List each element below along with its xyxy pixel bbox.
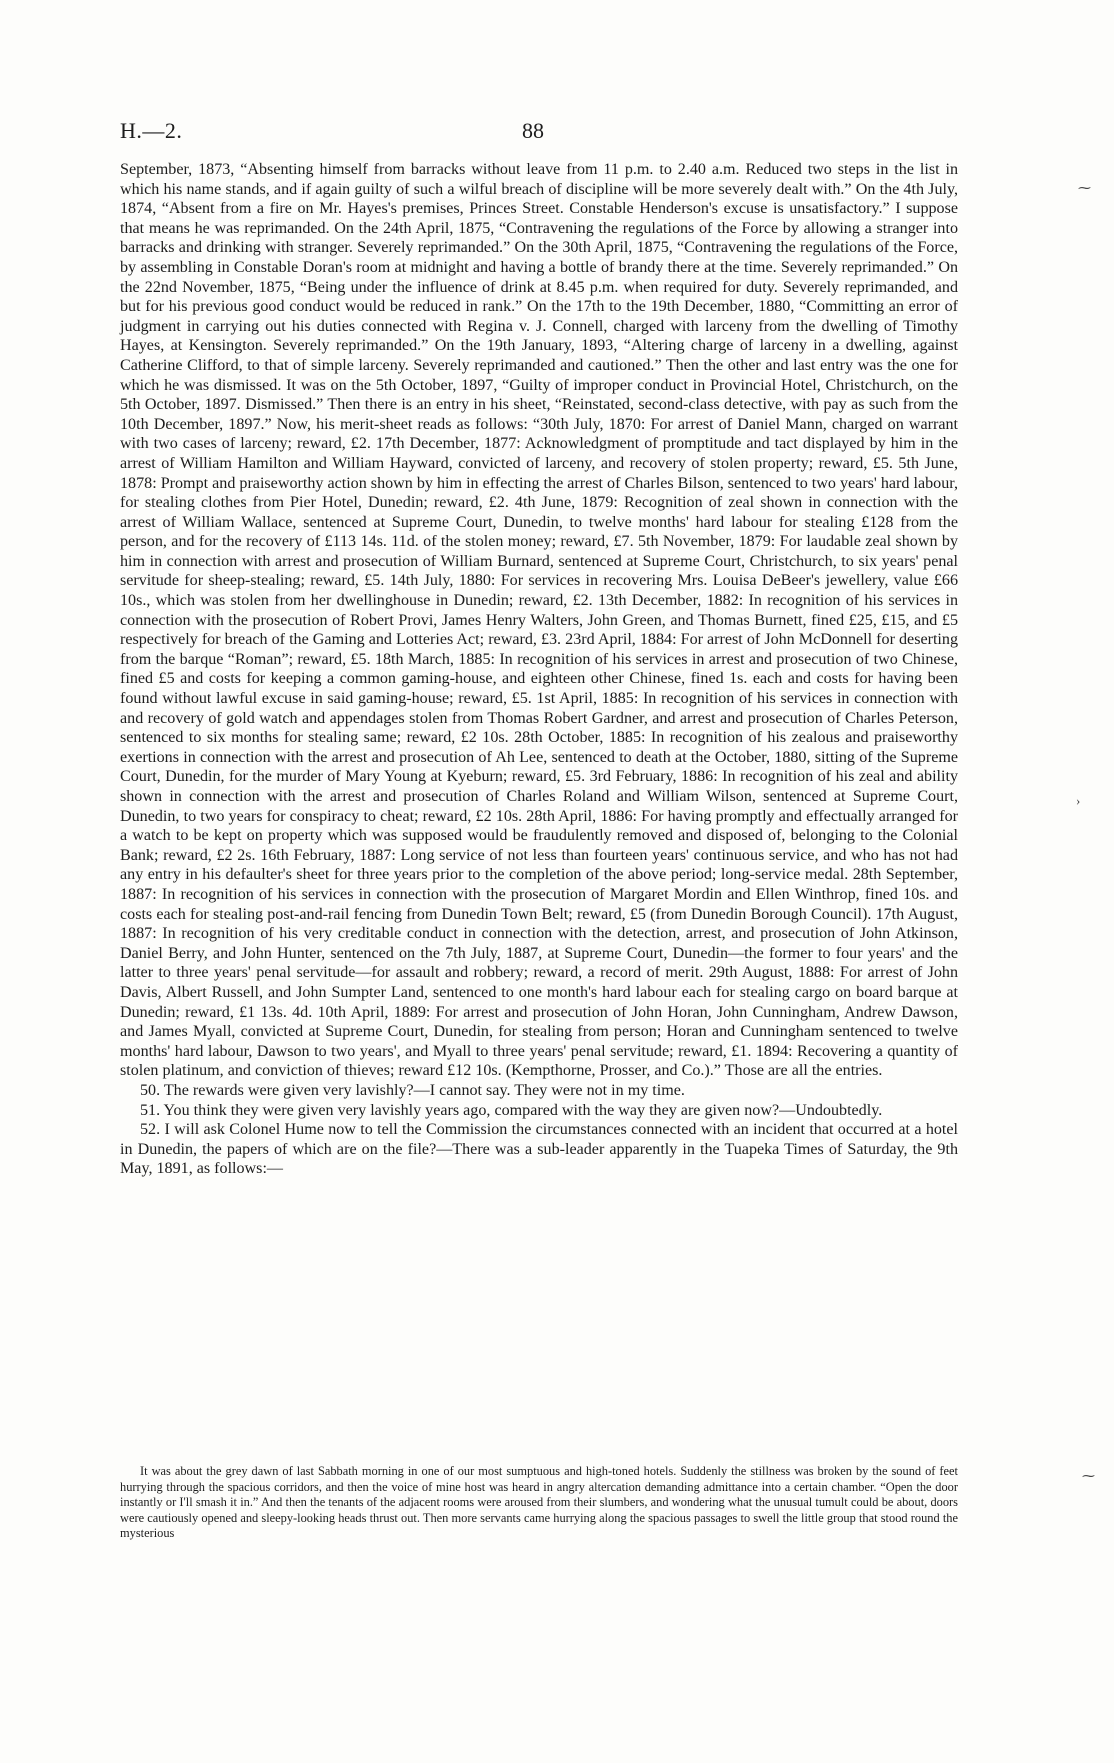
- page-header: [120, 118, 1000, 148]
- testimony-continuation: September, 1873, “Absenting himself from barracks without leave from 11 p.m. to 2.40 a.m. Reduced two steps in the list in which his name stands, and if again guilty of such a wilful breach of discipline will be more severely dealt with.” On the 4th July, 1874, “Absent from a fire on Mr. Hayes's premises, Princes Street. Constable Henderson's excuse is unsatisfactory.” I suppose that means he was reprimanded. On the 24th April, 1875, “Contravening the regulations of the Force by allowing a stranger into barracks and drinking with stranger. Severely reprimanded.” On the 30th April, 1875, “Contravening the regulations of the Force, by assembling in Constable Doran's room at midnight and having a bottle of brandy there at the time. Severely reprimanded.” On the 22nd November, 1875, “Being under the influence of drink at 8.45 p.m. when required for duty. Severely reprimanded, and but for his previous good conduct would be reduced in rank.” On the 17th to the 19th December, 1880, “Committing an error of judgment in carrying out his duties connected with Regina v. J. Connell, charged with larceny from the dwelling of Timothy Hayes, at Kensington. Severely reprimanded.” On the 19th January, 1893, “Altering charge of larceny in a dwelling, against Catherine Clifford, to that of simple larceny. Severely reprimanded and cautioned.” Then the other and last entry was the one for which he was dismissed. It was on the 5th October, 1897, “Guilty of improper conduct in Provincial Hotel, Christchurch, on the 5th October, 1897. Dismissed.” Then there is an entry in his sheet, “Reinstated, second-class detective, with pay as such from the 10th December, 1897.” Now, his merit-sheet reads as follows: “30th July, 1870: For arrest of Daniel Mann, charged on warrant with two cases of larceny; reward, £2. 17th December, 1877: Acknowledgment of promptitude and tact displayed by him in the arrest of William Hamilton and William Hayward, convicted of larceny, and recovery of stolen property; reward, £5. 5th June, 1878: Prompt and praiseworthy action shown by him in effecting the arrest of Charles Bilson, sentenced to two years' hard labour, for stealing clothes from Pier Hotel, Dunedin; reward, £2. 4th June, 1879: Recognition of zeal shown in connection with the arrest of William Wallace, sentenced at Supreme Court, Dunedin, to twelve months' hard labour for stealing £128 from the person, and for the recovery of £113 14s. 11d. of the stolen money; reward, £7. 5th November, 1879: For laudable zeal shown by him in connection with arrest and prosecution of William Burnard, sentenced at Supreme Court, Christchurch, to six years' penal servitude for sheep-stealing; reward, £5. 14th July, 1880: For services in recovering Mrs. Louisa DeBeer's jewellery, value £66 10s., which was stolen from her dwellinghouse in Dunedin; reward, £2. 13th December, 1882: In recognition of his services in connection with the prosecution of Robert Provi, James Henry Walters, John Green, and Thomas Burnett, fined £25, £15, and £5 respectively for breach of the Gaming and Lotteries Act; reward, £3. 23rd April, 1884: For arrest of John McDonnell for deserting from the barque “Roman”; reward, £5. 18th March, 1885: In recognition of his services in arrest and prosecution of two Chinese, fined £5 and costs for keeping a common gaming-house, and eighteen other Chinese, fined 1s. each and costs for having been found without lawful excuse in said gaming-house; reward, £5. 1st April, 1885: In recognition of his services in connection with and recovery of gold watch and appendages stolen from Thomas Robert Gardner, and arrest and prosecution of Charles Peterson, sentenced to six months for stealing same; reward, £2 10s. 28th October, 1885: In recognition of his zealous and praiseworthy exertions in connection with the arrest and prosecution of Ah Lee, sentenced to death at the October, 1880, sitting of the Supreme Court, Dunedin, for the murder of Mary Young at Kyeburn; reward, £5. 3rd February, 1886: In recognition of his zeal and ability shown in connection with the arrest and prosecution of Charles Roland and William Wilson, sentenced at Supreme Court, Dunedin, to two years for conspiracy to cheat; reward, £2 10s. 28th April, 1886: For having promptly and effectually arranged for a watch to be kept on property which was supposed would be fraudulently removed and disposed of, belonging to the Colonial Bank; reward, £2 2s. 16th February, 1887: Long service of not less than fourteen years' continuous service, and who has not had any entry in his defaulter's sheet for three years prior to the completion of the above period; long-service medal. 28th September, 1887: In recognition of his services in connection with the prosecution of Margaret Mordin and Ellen Winthrop, fined 10s. and costs each for stealing post-and-rail fencing from Dunedin Town Belt; reward, £5 (from Dunedin Borough Council). 17th August, 1887: In recognition of his very creditable conduct in connection with the detection, arrest, and prosecution of John Atkinson, Daniel Berry, and John Hunter, sentenced on the 7th July, 1887, at Supreme Court, Dunedin—the former to four years' and the latter to three years' penal servitude—for assault and robbery; reward, a record of merit. 29th August, 1888: For arrest of John Davis, Albert Russell, and John Sumpter Land, sentenced to one month's hard labour each for stealing cargo on board barque at Dunedin; reward, £1 13s. 4d. 10th April, 1889: For arrest and prosecution of John Horan, John Cunningham, Andrew Dawson, and James Myall, convicted at Supreme Court, Dunedin, for stealing from person; Horan and Cunningham sentenced to twelve months' hard labour, Dawson to two years', and Myall to three years' penal servitude; reward, £1. 1894: Recovering a quantity of stolen platinum, and conviction of thieves; reward £12 10s. (Kempthorne, Prosser, and Co.).” Those are all the entries.: [120, 161, 958, 1080]
- page-number: 88: [522, 118, 544, 143]
- question-51: 51. You think they were given very lavishly years ago, compared with the way they are given now?—Undoubtedly.: [140, 1101, 883, 1119]
- question-52: 52. I will ask Colonel Hume now to tell the Commission the circumstances connected with an incident that occurred at a hotel in Dunedin, the papers of which are on the file?—There was a sub-leader apparently in the Tuapeka Times of Saturday, the 9th May, 1891, as follows:—: [120, 1121, 958, 1178]
- body-text: [120, 160, 958, 1179]
- quote-paragraph: It was about the grey dawn of last Sabbath morning in one of our most sumptuous and high-toned hotels. Suddenly the stillness was broken by the sound of feet hurrying through the spacious corridors, and then the voice of mine host was heard in angry altercation demanding admittance into a certain chamber. “Open the door instantly or I'll smash it in.” And then the tenants of the adjacent rooms were aroused from their slumbers, and wondering what the unusual tumult could be about, doors were cautiously opened and sleepy-looking heads thrust out. Then more servants came hurrying along the spacious passages to swell the little group that stood round the mysterious: [120, 1464, 958, 1541]
- margin-mark: ›: [1076, 793, 1081, 808]
- question-50: 50. The rewards were given very lavishly?—I cannot say. They were not in my time.: [140, 1081, 685, 1099]
- document-code: H.—2.: [120, 118, 183, 143]
- newspaper-quote: [120, 1464, 958, 1542]
- margin-mark: ⁓: [1078, 180, 1091, 195]
- margin-mark: ⁓: [1082, 1468, 1095, 1483]
